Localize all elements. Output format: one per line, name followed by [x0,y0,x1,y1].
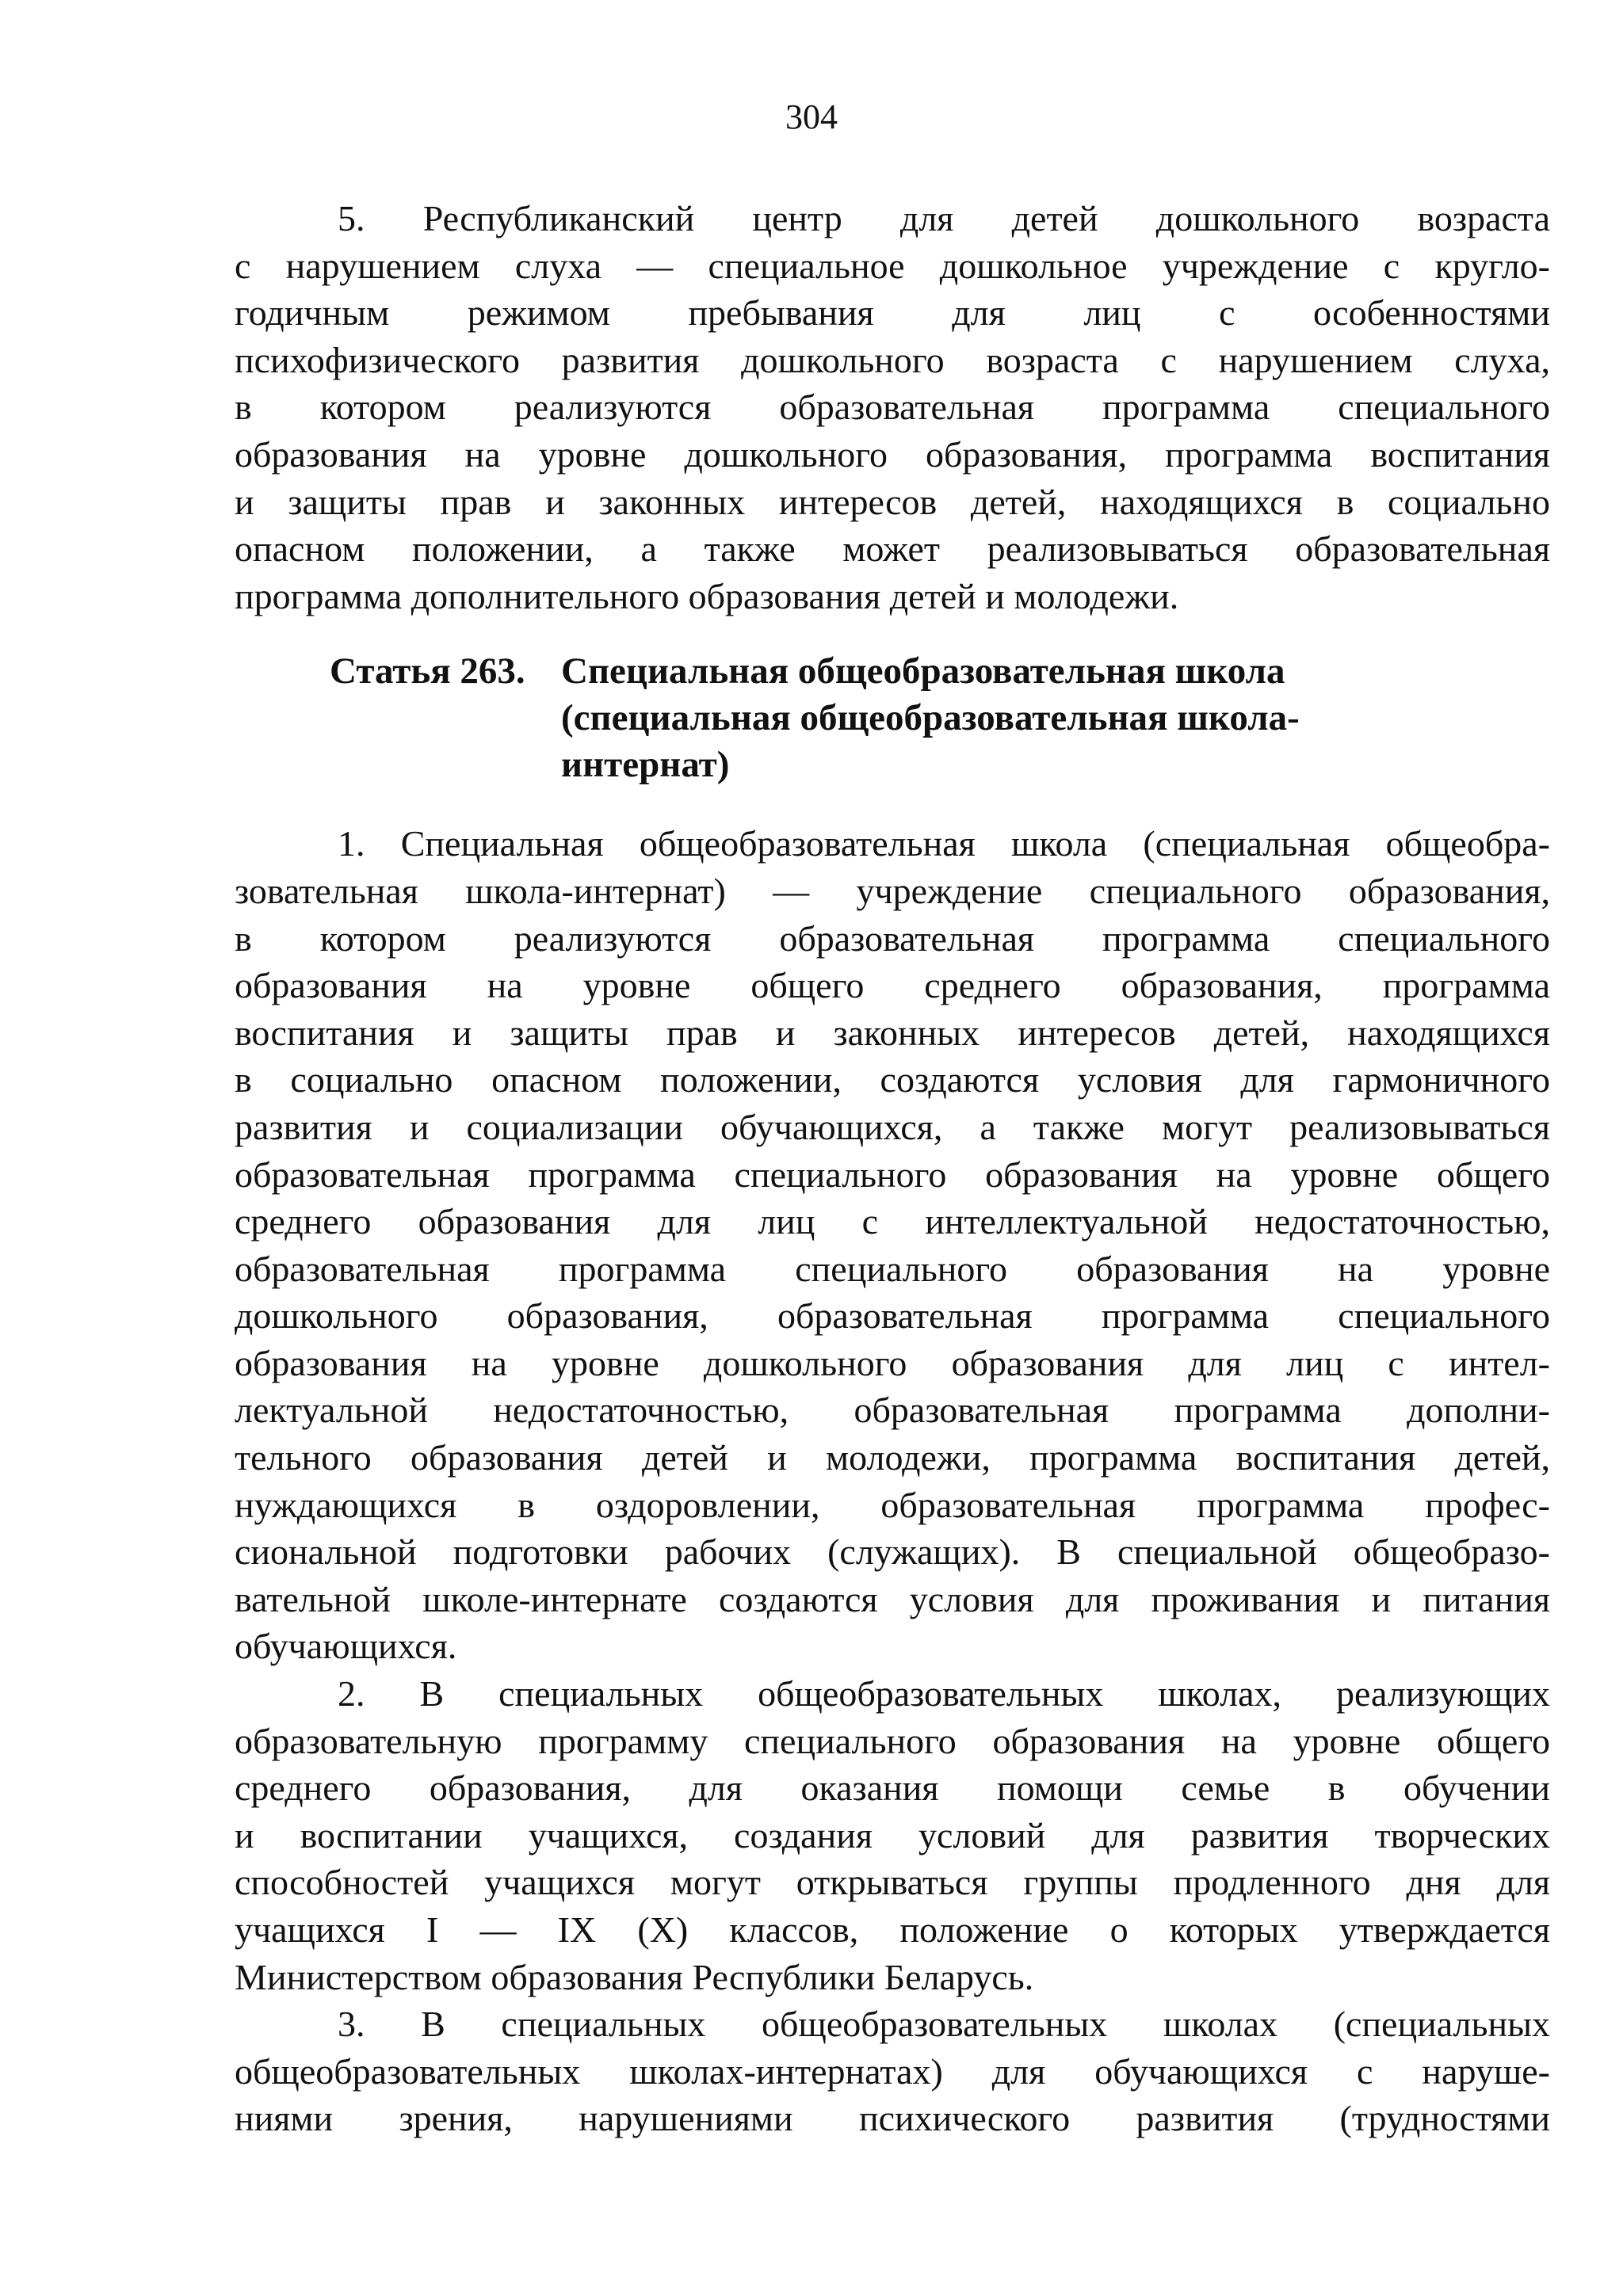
text-line: в котором реализуются образовательная программа специального [235,387,1550,428]
text-line: образовательная программа специального образования на уровне [235,1248,1550,1289]
document-body [235,195,1550,2142]
text-line: тельного образования детей и молодежи, программа воспитания детей, [235,1437,1550,1478]
text-line: и защиты прав и законных интересов детей, находящихся в социально [235,481,1550,522]
text-line: образовательная программа специального образования на уровне общего [235,1154,1550,1195]
paragraph-1 [235,820,1550,1670]
text-line: воспитания и защиты прав и законных интересов детей, находящихся [235,1012,1550,1053]
text-line: среднего образования, для оказания помощи семье в обучении [235,1768,1550,1809]
page-number: 304 [785,97,838,136]
text-line: лектуальной недостаточностью, образовательная программа дополни- [235,1390,1550,1431]
text-line: опасном положении, а также может реализовываться образовательная [235,528,1550,570]
text-line: в котором реализуются образовательная программа специального [235,917,1550,959]
text-line: сиональной подготовки рабочих (служащих). В специальной общеобразо- [235,1531,1550,1573]
text-line: образования на уровне дошкольного образования для лиц с интел- [235,1342,1550,1383]
text-line: в социально опасном положении, создаются условия для гармоничного [235,1059,1550,1100]
text-line: обучающихся. [235,1626,457,1667]
article-title-line: Специальная общеобразовательная школа [561,650,1285,692]
article-title-line: интернат) [561,744,730,786]
text-line: нуждающихся в оздоровлении, образовательная программа профес- [235,1484,1550,1525]
text-line: образования на уровне общего среднего образования, программа [235,965,1550,1006]
article-number: Статья 263. [330,650,525,692]
text-line: среднего образования для лиц с интеллектуальной недостаточностью, [235,1201,1550,1242]
text-line: 2. В специальных общеобразовательных школах, реализующих [338,1673,1550,1714]
article-title [561,648,1550,788]
text-line: 3. В специальных общеобразовательных школах (специальных [338,2004,1550,2045]
article-title-line: (специальная общеобразовательная школа- [561,697,1300,739]
paragraph-5 [235,195,1550,620]
text-line: годичным режимом пребывания для лиц с особенностями [235,292,1550,334]
text-line: и воспитании учащихся, создания условий для развития творческих [235,1814,1550,1855]
text-line: общеобразовательных школах-интернатах) для обучающихся с наруше- [235,2050,1550,2092]
text-line: образования на уровне дошкольного образования, программа воспитания [235,433,1550,475]
paragraph-3 [235,2000,1550,2142]
text-line: 1. Специальная общеобразовательная школа (специальная общеобра- [338,823,1550,864]
text-line: способностей учащихся могут открываться группы продленного дня для [235,1862,1550,1903]
paragraph-2 [235,1670,1550,2000]
text-line: учащихся I — IX (X) классов, положение о которых утверждается [235,1909,1550,1950]
text-line: вательной школе-интернате создаются условия для проживания и питания [235,1578,1550,1619]
text-line: с нарушением слуха — специальное дошкольное учреждение с кругло- [235,245,1550,286]
text-line: Министерством образования Республики Беларусь. [235,1956,1034,1997]
text-line: 5. Республиканский центр для детей дошкольного возраста [338,198,1550,238]
text-line: программа дополнительного образования детей и молодежи. [235,575,1179,616]
text-line: ниями зрения, нарушениями психического развития (трудностями [235,2098,1550,2139]
text-line: психофизического развития дошкольного возраста с нарушением слуха, [235,339,1550,380]
text-line: дошкольного образования, образовательная программа специального [235,1295,1550,1337]
text-line: развития и социализации обучающихся, а также могут реализовываться [235,1106,1550,1147]
text-line: образовательную программу специального образования на уровне общего [235,1720,1550,1761]
text-line: зовательная школа-интернат) — учреждение специального образования, [235,870,1550,911]
article-heading [330,648,1550,788]
